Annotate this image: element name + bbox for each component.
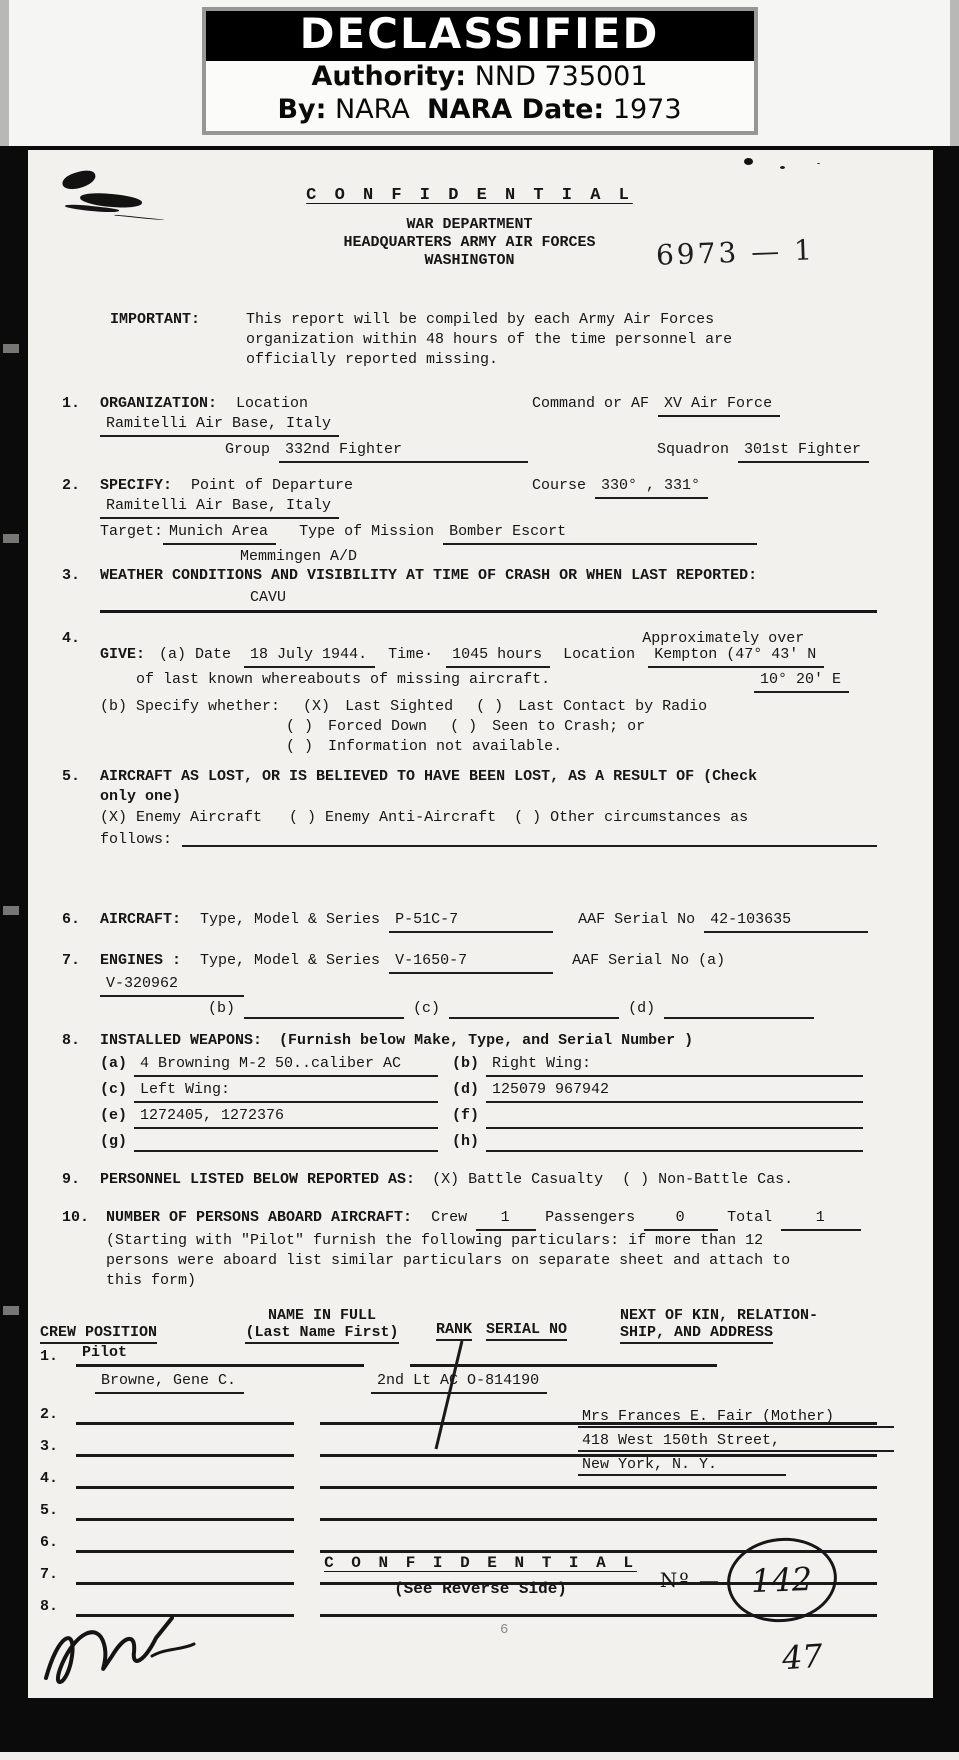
weather-line	[100, 588, 877, 613]
handwritten-scribble	[32, 1604, 222, 1696]
option-other-circumstances: ( ) Other circumstances as	[514, 809, 749, 826]
location-value: Ramitelli Air Base, Italy	[100, 414, 339, 437]
course-label: Course	[532, 477, 587, 494]
weapon-tag-a: (a)	[100, 1055, 128, 1072]
option-last-sighted: Last Sighted	[345, 698, 454, 715]
item-number: 5.	[62, 768, 81, 785]
handwritten-slash	[432, 1337, 466, 1453]
weapon-tag-b: (b)	[452, 1055, 480, 1072]
item-number: 7.	[62, 952, 81, 969]
group-value: 332nd Fighter	[279, 440, 528, 463]
col-kin-line1: NEXT OF KIN, RELATION-	[620, 1307, 819, 1324]
kin-name: Mrs Frances E. Fair (Mother)	[578, 1409, 894, 1428]
squadron-value: 301st Fighter	[738, 440, 869, 463]
weapon-value-d: 125079 967942	[486, 1080, 863, 1103]
crew-row-blank	[40, 1489, 877, 1521]
weather-value: CAVU	[250, 589, 287, 606]
nara-date-label: NARA Date:	[427, 94, 605, 126]
by-date-line	[206, 94, 754, 127]
command-label: Command or AF	[532, 395, 650, 412]
option-no-information: Information not available.	[328, 738, 563, 755]
reverse-side-note: (See Reverse Side)	[394, 1580, 567, 1598]
form-content	[28, 150, 933, 1617]
course-value: 330° , 331°	[595, 476, 708, 499]
option-battle-casualty: (X) Battle Casualty	[432, 1171, 604, 1188]
weapon-value-h	[486, 1132, 863, 1152]
col-kin-line2: SHIP, AND ADDRESS	[620, 1324, 773, 1344]
war-department-line: WAR DEPARTMENT	[406, 216, 533, 233]
weapon-tag-g: (g)	[100, 1133, 128, 1150]
item-number: 10.	[62, 1209, 90, 1226]
weapon-value-e: 1272405, 1272376	[134, 1106, 438, 1129]
aircraft-lost-label: AIRCRAFT AS LOST, OR IS BELIEVED TO HAVE BEEN LOST, AS A RESULT OF (Check only one)	[100, 768, 758, 805]
weapon-value-f	[486, 1106, 863, 1129]
film-notch	[3, 534, 19, 543]
aircraft-type-value: P-51C-7	[389, 910, 553, 933]
report-number-circle	[723, 1532, 841, 1627]
blank-line	[320, 1504, 877, 1521]
command-value: XV Air Force	[658, 394, 780, 417]
report-number-value: 142	[750, 1559, 814, 1601]
weapon-tag-c: (c)	[100, 1081, 128, 1098]
total-value: 1	[781, 1208, 861, 1231]
aircraft-serial-label: AAF Serial No	[578, 911, 696, 928]
authority-line	[206, 61, 754, 94]
important-text: This report will be compiled by each Army Air Forces organization within 48 hours of the time personnel are officially reported missing.	[246, 311, 733, 368]
target-value: Munich Area	[163, 522, 276, 545]
pilot-name: Browne, Gene C.	[95, 1371, 244, 1394]
item-number: 8.	[62, 1032, 81, 1049]
crew-row-number: 3.	[40, 1438, 59, 1455]
crew-row-number: 6.	[40, 1534, 59, 1551]
option-last-contact: Last Contact by Radio	[518, 698, 708, 715]
departure-value: Ramitelli Air Base, Italy	[100, 496, 339, 519]
item-personnel	[62, 1170, 877, 1190]
option-enemy-anti-aircraft: ( ) Enemy Anti-Aircraft	[289, 809, 497, 826]
film-notch	[3, 1306, 19, 1315]
aircraft-type-label: Type, Model & Series	[200, 911, 381, 928]
item-persons-aboard	[62, 1208, 877, 1291]
declassified-stamp-area	[0, 0, 959, 146]
kin-street: 418 West 150th Street,	[578, 1433, 894, 1452]
kin-city: New York, N. Y.	[578, 1457, 786, 1476]
checkbox-last-contact: ( )	[476, 698, 504, 715]
item-number: 3.	[62, 567, 81, 584]
location-line3: 10° 20' E	[754, 670, 849, 693]
important-label: IMPORTANT:	[110, 311, 201, 328]
checkbox-seen-to-crash: ( )	[450, 718, 478, 735]
headquarters-line: HEADQUARTERS ARMY AIR FORCES	[343, 234, 596, 251]
weapon-tag-e: (e)	[100, 1107, 128, 1124]
blank-line	[76, 1536, 294, 1553]
crew-row-number: 7.	[40, 1566, 59, 1583]
film-notch	[3, 906, 19, 915]
col-name-line1: NAME IN FULL	[267, 1307, 377, 1324]
mission-value: Bomber Escort	[443, 522, 757, 545]
total-label: Total	[727, 1209, 773, 1226]
declassified-stamp	[202, 7, 758, 135]
blank-line	[664, 1002, 814, 1019]
engine-serial-value: V-320962	[100, 974, 244, 997]
item-number: 1.	[62, 395, 81, 412]
crew-row-number: 5.	[40, 1502, 59, 1519]
option-enemy-aircraft: (X) Enemy Aircraft	[100, 809, 263, 826]
engines-label: ENGINES :	[100, 952, 182, 969]
col-serial: SERIAL NO	[486, 1321, 567, 1341]
item-engines	[62, 951, 877, 1019]
item-weather	[62, 566, 877, 613]
declassified-title: DECLASSIFIED	[206, 11, 754, 61]
item-installed-weapons	[62, 1031, 877, 1152]
item-aircraft	[62, 910, 877, 933]
whereabouts-text: of last known whereabouts of missing aircraft.	[136, 671, 551, 688]
item-specify	[62, 476, 877, 566]
col-crew-position: CREW POSITION	[40, 1324, 157, 1344]
engine-type-label: Type, Model & Series	[200, 952, 381, 969]
crew-row-number: 8.	[40, 1598, 59, 1615]
important-note	[110, 310, 877, 370]
crew-row-number: 1.	[40, 1348, 59, 1365]
persons-label: NUMBER OF PERSONS ABOARD AIRCRAFT:	[106, 1209, 413, 1226]
specify-whether-label: (b) Specify whether:	[100, 698, 281, 715]
crew-row-number: 2.	[40, 1406, 59, 1423]
crew-count-label: Crew	[431, 1209, 468, 1226]
location-label: Location	[236, 395, 309, 412]
mission-label: Type of Mission	[299, 523, 435, 540]
blank-line	[76, 1440, 294, 1457]
crew-count-value: 1	[476, 1208, 536, 1231]
next-of-kin-block	[578, 1409, 894, 1481]
engine-type-value: V-1650-7	[389, 951, 553, 974]
checkbox-no-information: ( )	[286, 738, 314, 755]
weapon-value-g	[134, 1132, 438, 1152]
weapon-tag-f: (f)	[452, 1107, 480, 1124]
nara-date-value: 1973	[612, 94, 682, 126]
time-value: 1045 hours	[446, 645, 550, 668]
specify-label: SPECIFY:	[100, 477, 173, 494]
col-name-line2: (Last Name First)	[245, 1324, 398, 1344]
target-label: Target:	[100, 523, 164, 540]
weapon-value-b: Right Wing:	[486, 1054, 863, 1077]
weapon-tag-d: (d)	[452, 1081, 480, 1098]
letterhead	[62, 216, 877, 270]
engine-d-tag: (d)	[628, 1000, 656, 1017]
blank-line	[182, 830, 877, 847]
item-organization	[62, 394, 877, 466]
film-notch	[3, 344, 19, 353]
item-number: 4.	[62, 630, 81, 647]
departure-label: Point of Departure	[191, 477, 354, 494]
weapons-label: INSTALLED WEAPONS:	[100, 1032, 263, 1049]
crew-table-header	[40, 1307, 877, 1341]
by-label: By:	[277, 94, 327, 126]
crew-row-number: 4.	[40, 1470, 59, 1487]
crew-position-pilot: Pilot	[76, 1343, 364, 1367]
authority-label: Authority:	[311, 61, 467, 93]
by-value: NARA	[335, 94, 410, 126]
engine-serial-label: AAF Serial No (a)	[572, 952, 726, 969]
blank-line	[244, 1002, 404, 1019]
weapon-value-a: 4 Browning M-2 50..caliber AC	[134, 1054, 438, 1077]
engine-b-tag: (b)	[208, 1000, 236, 1017]
item-aircraft-lost	[62, 767, 877, 850]
persons-note: (Starting with "Pilot" furnish the following particulars: if more than 12 persons were aboard list similar particulars on separate sheet and attach to this form)	[106, 1232, 791, 1289]
blank-line	[76, 1504, 294, 1521]
handwritten-page-number: 47	[781, 1636, 825, 1678]
blank-line	[76, 1472, 294, 1489]
option-non-battle: ( ) Non-Battle Cas.	[622, 1171, 794, 1188]
option-forced-down: Forced Down	[328, 718, 428, 735]
item-number: 9.	[62, 1171, 81, 1188]
give-label: GIVE:	[100, 646, 146, 663]
location-line2: Kempton (47° 43' N	[648, 645, 824, 668]
report-number-label: Nº —	[659, 1568, 721, 1592]
checkbox-last-sighted: (X)	[303, 698, 331, 715]
passengers-label: Passengers	[545, 1209, 636, 1226]
col-rank: RANK	[436, 1321, 472, 1341]
engine-c-tag: (c)	[413, 1000, 441, 1017]
follows-label: follows:	[100, 831, 173, 848]
group-label: Group	[225, 441, 271, 458]
personnel-label: PERSONNEL LISTED BELOW REPORTED AS:	[100, 1171, 416, 1188]
item-number: 6.	[62, 911, 81, 928]
location-label: Location	[563, 646, 636, 663]
weather-label: WEATHER CONDITIONS AND VISIBILITY AT TIME OF CRASH OR WHEN LAST REPORTED:	[100, 567, 758, 584]
classification-header: C O N F I D E N T I A L	[306, 186, 633, 205]
aircraft-label: AIRCRAFT:	[100, 911, 182, 928]
weapon-value-c: Left Wing:	[134, 1080, 438, 1103]
passengers-value: 0	[644, 1208, 718, 1231]
date-value: 18 July 1944.	[244, 645, 375, 668]
time-label: Time·	[388, 646, 434, 663]
target-addition: Memmingen A/D	[240, 548, 358, 565]
washington-line: WASHINGTON	[424, 252, 515, 269]
organization-label: ORGANIZATION:	[100, 395, 218, 412]
weapons-note: (Furnish below Make, Type, and Serial Number )	[279, 1032, 694, 1049]
date-label: (a) Date	[159, 646, 232, 663]
aircraft-serial-value: 42-103635	[704, 910, 868, 933]
location-line1: Approximately over	[642, 630, 805, 647]
faint-page-number: 6	[500, 1622, 509, 1638]
pilot-rank-serial: 2nd Lt AC O-814190	[371, 1371, 547, 1394]
checkbox-forced-down: ( )	[286, 718, 314, 735]
blank-line	[76, 1408, 294, 1425]
squadron-label: Squadron	[657, 441, 730, 458]
footer-classification: C O N F I D E N T I A L	[324, 1554, 637, 1572]
blank-line	[449, 1002, 619, 1019]
weapon-tag-h: (h)	[452, 1133, 480, 1150]
item-number: 2.	[62, 477, 81, 494]
option-seen-to-crash: Seen to Crash; or	[492, 718, 646, 735]
authority-value: NND 735001	[474, 61, 648, 93]
paper	[28, 150, 933, 1698]
item-give	[62, 629, 877, 757]
handwritten-document-number: 6973 — 1	[655, 233, 816, 272]
report-number-block	[660, 1538, 837, 1622]
scanned-document	[0, 146, 959, 1752]
